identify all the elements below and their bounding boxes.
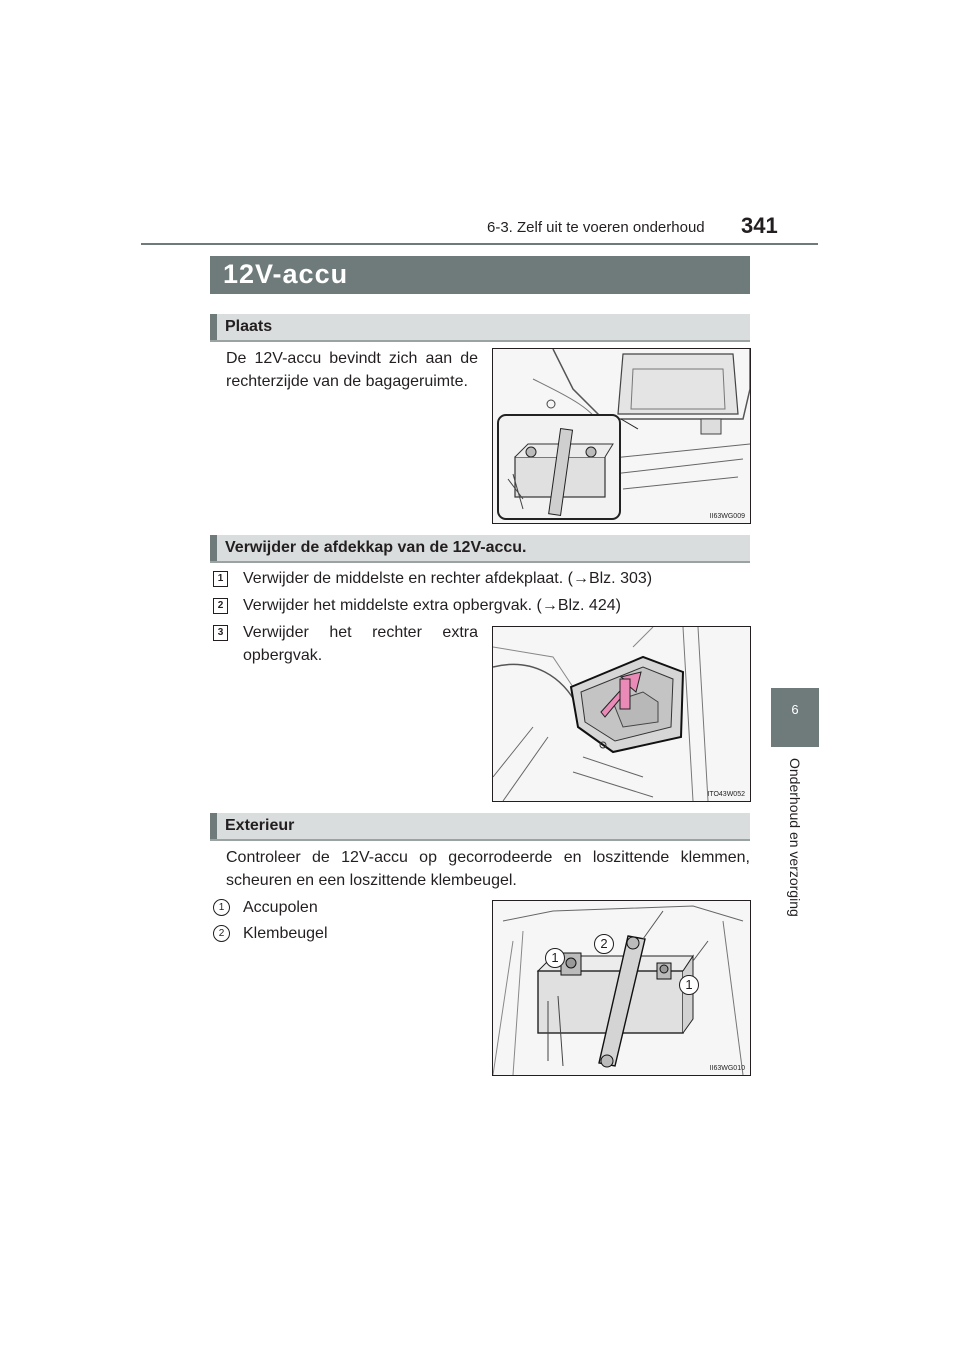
figure-code: ITO43W052 <box>707 791 745 798</box>
callout-1-left: 1 <box>545 948 565 968</box>
section-heading-location-text: Plaats <box>225 318 273 335</box>
figure-battery-exterior <box>492 900 751 1076</box>
header-rule <box>141 243 818 245</box>
step-number-3: 3 <box>213 625 228 641</box>
chapter-tab-label <box>780 758 810 988</box>
figure-remove-storage <box>492 626 751 802</box>
section-heading-exterior-text: Exterieur <box>225 817 295 834</box>
page-title: 12V-accu <box>223 259 349 289</box>
exterior-text: Controleer de 12V-accu op gecorrodeerde en loszittende klemmen, scheuren en een loszittende klembeugel. <box>226 849 750 889</box>
chapter-tab-label-text: Onderhoud en verzorging <box>787 758 803 917</box>
figure-battery-location <box>492 348 751 524</box>
item-number-2: 2 <box>213 925 230 942</box>
callout-1-right: 1 <box>679 975 699 995</box>
section-heading-location <box>210 314 750 342</box>
heading-accent-bar <box>210 314 217 340</box>
running-header-section: 6-3. Zelf uit te voeren onderhoud <box>487 219 705 236</box>
step-2-text: Verwijder het middelste extra opbergvak. (→Blz. 424) <box>243 597 621 614</box>
chapter-tab-number: 6 <box>791 702 799 717</box>
section-heading-exterior <box>210 813 750 841</box>
step-number-2: 2 <box>213 598 228 614</box>
step-number-1: 1 <box>213 571 228 587</box>
chapter-tab <box>771 688 819 747</box>
heading-accent-bar <box>210 813 217 839</box>
item-number-1: 1 <box>213 899 230 916</box>
item-2-text: Klembeugel <box>243 925 328 942</box>
step-1-text: Verwijder de middelste en rechter afdekplaat. (→Blz. 303) <box>243 570 653 587</box>
item-1-text: Accupolen <box>243 899 318 916</box>
section-heading-remove-cover-text: Verwijder de afdekkap van de 12V-accu. <box>225 539 527 556</box>
figure-code: II63WG009 <box>709 513 745 520</box>
section-heading-remove-cover <box>210 535 750 563</box>
callout-2: 2 <box>594 934 614 954</box>
location-text: De 12V-accu bevindt zich aan de rechterzijde van de bagageruimte. <box>226 350 478 390</box>
step-3-text: Verwijder het rechter extra opbergvak. <box>243 624 478 664</box>
heading-accent-bar <box>210 535 217 561</box>
figure-code: II63WG010 <box>709 1065 745 1072</box>
page-number: 341 <box>741 213 778 238</box>
